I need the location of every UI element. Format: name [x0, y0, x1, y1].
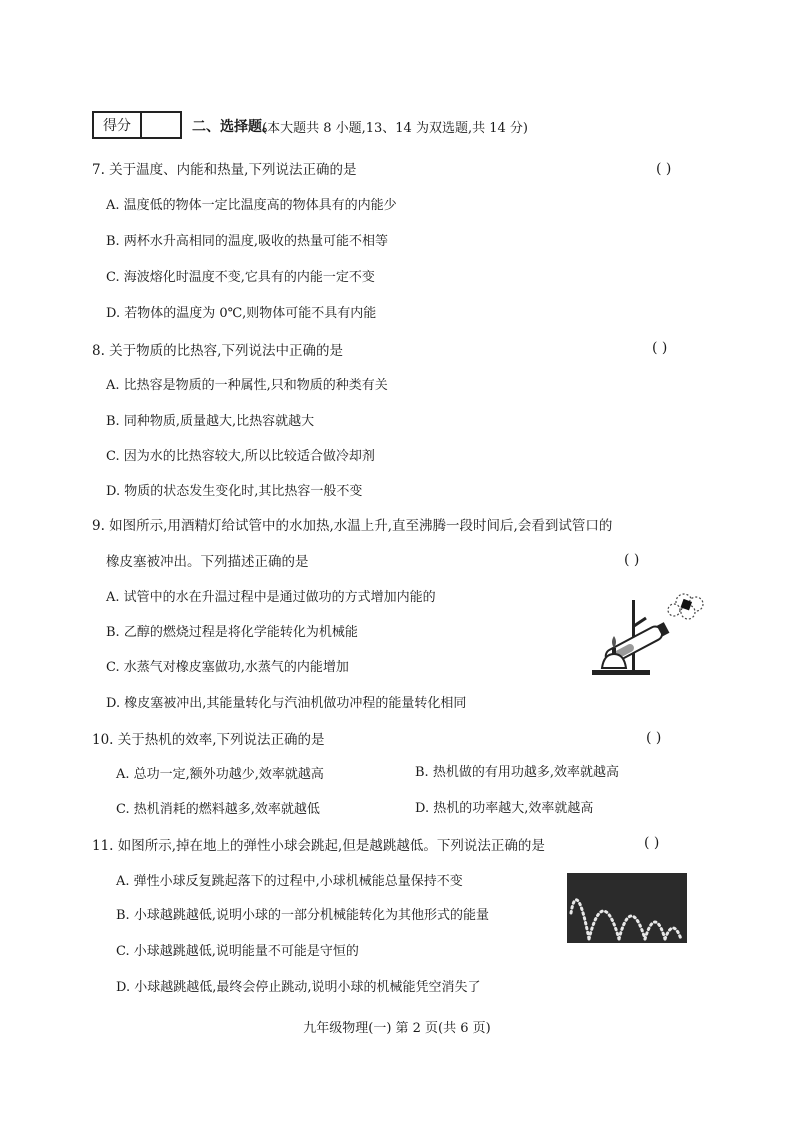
question-10-answer-blank: ( ): [646, 730, 662, 746]
question-8-option-c: C. 因为水的比热容较大,所以比较适合做冷却剂: [106, 449, 375, 464]
question-7-option-a: A. 温度低的物体一定比温度高的物体具有的内能少: [106, 198, 397, 213]
bouncing-ball-photo: [567, 873, 687, 943]
question-9-stem-line2: 橡皮塞被冲出。下列描述正确的是: [106, 554, 309, 570]
question-11-option-a: A. 弹性小球反复跳起落下的过程中,小球机械能总量保持不变: [116, 874, 463, 889]
question-8-option-b: B. 同种物质,质量越大,比热容就越大: [106, 414, 315, 429]
question-10-option-c: C. 热机消耗的燃料越多,效率就越低: [116, 802, 320, 817]
section-title: 二、选择题。: [192, 119, 276, 135]
question-9-option-a: A. 试管中的水在升温过程中是通过做功的方式增加内能的: [106, 590, 436, 605]
stand-base: [592, 670, 650, 675]
question-9-option-d: D. 橡皮塞被冲出,其能量转化与汽油机做功冲程的能量转化相同: [106, 696, 467, 711]
question-8-stem: 8. 关于物质的比热容,下列说法中正确的是: [92, 343, 343, 359]
question-9-stem-line1: 9. 如图所示,用酒精灯给试管中的水加热,水温上升,直至沸腾一段时间后,会看到试管口的: [92, 518, 613, 534]
question-9-answer-blank: ( ): [624, 552, 640, 568]
lamp-wick: [612, 648, 616, 654]
section-note: (本大题共 8 小题,13、14 为双选题,共 14 分): [262, 121, 528, 136]
question-7-answer-blank: ( ): [656, 161, 672, 177]
question-9-option-c: C. 水蒸气对橡皮塞做功,水蒸气的内能增加: [106, 660, 349, 675]
question-11-answer-blank: ( ): [644, 835, 660, 851]
question-11-option-b: B. 小球越跳越低,说明小球的一部分机械能转化为其他形式的能量: [116, 908, 489, 923]
question-11-option-c: C. 小球越跳越低,说明能量不可能是守恒的: [116, 944, 359, 959]
question-7-option-b: B. 两杯水升高相同的温度,吸收的热量可能不相等: [106, 234, 388, 249]
question-7-stem: 7. 关于温度、内能和热量,下列说法正确的是: [92, 162, 357, 178]
question-10-option-d: D. 热机的功率越大,效率就越高: [415, 801, 594, 816]
question-9-option-b: B. 乙醇的燃烧过程是将化学能转化为机械能: [106, 625, 358, 640]
question-8-option-d: D. 物质的状态发生变化时,其比热容一般不变: [106, 484, 363, 499]
score-label: 得分: [94, 113, 142, 137]
question-7-option-d: D. 若物体的温度为 0℃,则物体可能不具有内能: [106, 306, 377, 321]
test-tube-figure: [588, 588, 708, 680]
question-10-stem: 10. 关于热机的效率,下列说法正确的是: [92, 732, 325, 748]
question-10-option-a: A. 总功一定,额外功越少,效率就越高: [116, 767, 324, 782]
score-blank: [142, 113, 180, 137]
question-8-option-a: A. 比热容是物质的一种属性,只和物质的种类有关: [106, 378, 388, 393]
page-footer: 九年级物理(一) 第 2 页(共 6 页): [303, 1021, 491, 1036]
clamp: [634, 618, 646, 626]
question-10-option-b: B. 热机做的有用功越多,效率就越高: [415, 765, 619, 780]
question-11-stem: 11. 如图所示,掉在地上的弹性小球会跳起,但是越跳越低。下列说法正确的是: [92, 838, 545, 854]
question-11-option-d: D. 小球越跳越低,最终会停止跳动,说明小球的机械能凭空消失了: [116, 980, 481, 995]
question-8-answer-blank: ( ): [652, 340, 668, 356]
score-box: [92, 111, 182, 139]
question-7-option-c: C. 海波熔化时温度不变,它具有的内能一定不变: [106, 270, 375, 285]
